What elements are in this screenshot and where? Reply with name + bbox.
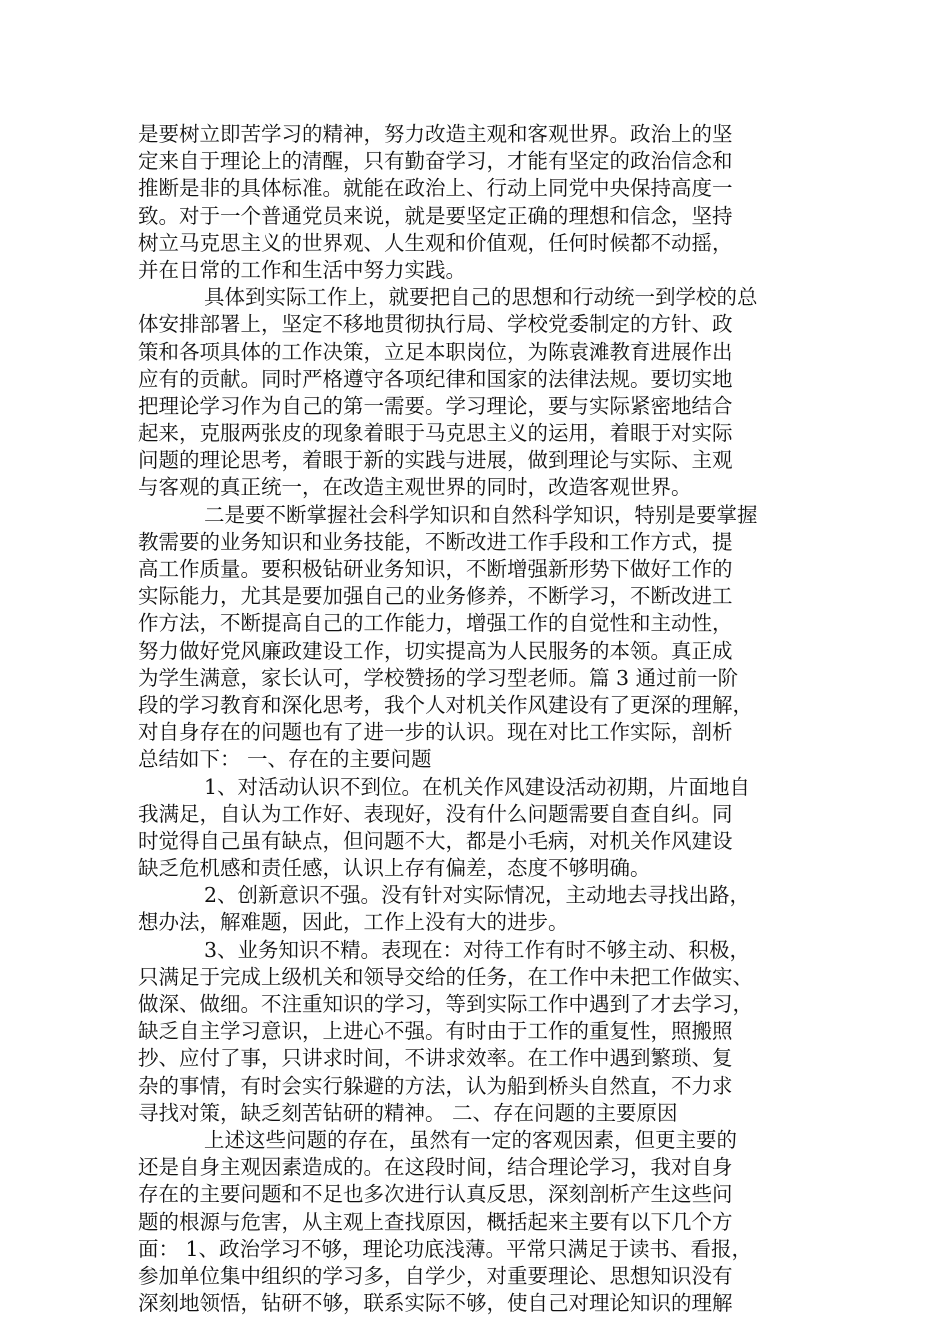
- text-line: 杂的事情，有时会实行躲避的方法，认为船到桥头自然直，不力求: [138, 1073, 733, 1098]
- text-line: 参加单位集中组织的学习多，自学少，对重要理论、思想知识没有: [138, 1263, 733, 1288]
- text-line: 只满足于完成上级机关和领导交给的任务，在工作中未把工作做实、: [138, 964, 753, 989]
- text-line: 深刻地领悟，钻研不够，联系实际不够，使自己对理论知识的理解: [138, 1291, 733, 1316]
- text-line: 是要树立即苦学习的精神，努力改造主观和客观世界。政治上的坚: [138, 122, 733, 146]
- text-line: 具体到实际工作上，就要把自己的思想和行动统一到学校的总: [204, 285, 758, 310]
- text-line: 上述这些问题的存在，虽然有一定的客观因素，但更主要的: [204, 1127, 737, 1152]
- text-line: 3、业务知识不精。表现在：对待工作有时不够主动、积极，: [204, 937, 751, 962]
- text-line: 教需要的业务知识和业务技能，不断改进工作手段和工作方式，提: [138, 529, 733, 554]
- text-line: 问题的理论思考，着眼于新的实践与进展，做到理论与实际、主观: [138, 448, 733, 473]
- text-line: 我满足，自认为工作好、表现好，没有什么问题需要自查自纠。同: [138, 801, 733, 826]
- text-line: 2、创新意识不强。没有针对实际情况，主动地去寻找出路，: [204, 883, 751, 908]
- text-line: 树立马克思主义的世界观、人生观和价值观，任何时候都不动摇，: [138, 230, 733, 255]
- text-line: 题的根源与危害，从主观上查找原因，概括起来主要有以下几个方: [138, 1209, 733, 1234]
- text-line: 努力做好党风廉政建设工作，切实提高为人民服务的本领。真正成: [138, 638, 733, 663]
- text-line: 二是要不断掌握社会科学知识和自然科学知识，特别是要掌握: [204, 502, 758, 527]
- text-line: 定来自于理论上的清醒，只有勤奋学习，才能有坚定的政治信念和: [138, 149, 733, 174]
- text-line: 并在日常的工作和生活中努力实践。: [138, 257, 466, 282]
- text-line: 应有的贡献。同时严格遵守各项纪律和国家的法律法规。要切实地: [138, 366, 733, 391]
- text-line: 作方法，不断提高自己的工作能力，增强工作的自觉性和主动性，: [138, 611, 733, 636]
- text-line: 段的学习教育和深化思考，我个人对机关作风建设有了更深的理解，: [138, 692, 753, 717]
- text-line: 面： 1、政治学习不够，理论功底浅薄。平常只满足于读书、看报，: [138, 1236, 753, 1261]
- text-line: 还是自身主观因素造成的。在这段时间，结合理论学习，我对自身: [138, 1155, 733, 1180]
- text-line: 缺乏自主学习意识，上进心不强。有时由于工作的重复性，照搬照: [138, 1019, 733, 1044]
- text-line: 致。对于一个普通党员来说，就是要坚定正确的理想和信念，坚持: [138, 203, 733, 228]
- text-line: 抄、应付了事，只讲求时间，不讲求效率。在工作中遇到繁琐、复: [138, 1046, 733, 1071]
- text-line: 缺乏危机感和责任感，认识上存有偏差，态度不够明确。: [138, 856, 651, 881]
- text-line: 做深、做细。不注重知识的学习，等到实际工作中遇到了才去学习，: [138, 992, 753, 1016]
- text-line: 高工作质量。要积极钻研业务知识，不断增强新形势下做好工作的: [138, 557, 733, 581]
- text-line: 对自身存在的问题也有了进一步的认识。现在对比工作实际，剖析: [138, 720, 733, 745]
- document-body-text: [138, 121, 818, 1317]
- text-line: 为学生满意，家长认可，学校赞扬的学习型老师。篇 3 通过前一阶: [138, 665, 739, 690]
- text-line: 推断是非的具体标准。就能在政治上、行动上同党中央保持高度一: [138, 176, 733, 201]
- text-line: 总结如下： 一、存在的主要问题: [138, 747, 432, 772]
- text-line: 与客观的真正统一，在改造主观世界的同时，改造客观世界。: [138, 475, 692, 500]
- text-line: 体安排部署上，坚定不移地贯彻执行局、学校党委制定的方针、政: [138, 312, 733, 337]
- text-line: 1、对活动认识不到位。在机关作风建设活动初期，片面地自: [204, 774, 751, 799]
- text-line: 时觉得自己虽有缺点，但问题不大，都是小毛病，对机关作风建设: [138, 828, 733, 853]
- text-line: 寻找对策，缺乏刻苦钻研的精神。 二、存在问题的主要原因: [138, 1100, 678, 1125]
- text-line: 策和各项具体的工作决策，立足本职岗位，为陈袁滩教育进展作出: [138, 339, 733, 364]
- text-line: 存在的主要问题和不足也多次进行认真反思，深刻剖析产生这些问: [138, 1182, 733, 1207]
- text-line: 把理论学习作为自己的第一需要。学习理论，要与实际紧密地结合: [138, 393, 733, 418]
- text-line: 想办法，解难题，因此，工作上没有大的进步。: [138, 910, 569, 935]
- text-line: 实际能力，尤其是要加强自己的业务修养，不断学习，不断改进工: [138, 584, 733, 609]
- text-line: 起来，克服两张皮的现象着眼于马克思主义的运用，着眼于对实际: [138, 421, 733, 446]
